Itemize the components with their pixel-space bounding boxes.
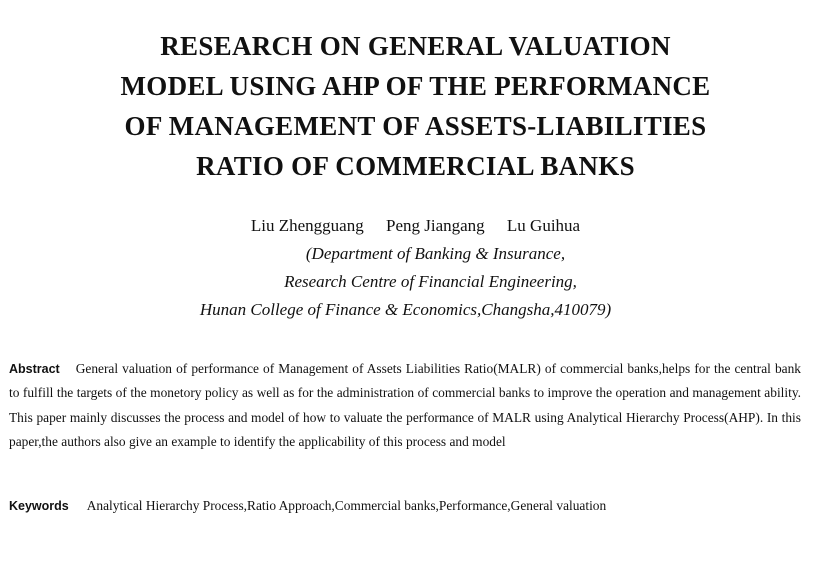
abstract-label: Abstract (9, 362, 60, 376)
keywords-text: Analytical Hierarchy Process,Ratio Approach,Commercial banks,Performance,General valuation (86, 498, 607, 513)
abstract-section (9, 357, 801, 455)
title-line-4: RATIO OF COMMERCIAL BANKS (196, 151, 635, 181)
affiliation-line-3: Hunan College of Finance & Economics,Changsha,410079) (199, 300, 612, 319)
paper-title (0, 26, 831, 186)
author-block (0, 212, 831, 324)
author-names (0, 212, 831, 240)
author-3: Lu Guihua (506, 216, 581, 235)
affiliation-line-1: (Department of Banking & Insurance, (305, 244, 566, 263)
author-2: Peng Jiangang (385, 216, 485, 235)
title-line-2: MODEL USING AHP OF THE PERFORMANCE (120, 71, 711, 101)
keywords-section (9, 494, 809, 518)
abstract-text: General valuation of performance of Management of Assets Liabilities Ratio(MALR) of commercial banks,helps for the central bank to fulfill the targets of the monetory policy as well as for the administration of commercial banks to improve the operation and management ability. This paper mainly discusses the process and model of how to valuate the performance of MALR using Analytical Hierarchy Process(AHP). In this paper,the authors also give an example to identify the applicability of this process and model (9, 361, 801, 450)
title-line-3: OF MANAGEMENT OF ASSETS-LIABILITIES (124, 111, 707, 141)
affiliation-line-2: Research Centre of Financial Engineering, (284, 272, 577, 291)
author-1: Liu Zhengguang (250, 216, 364, 235)
keywords-label: Keywords (9, 499, 69, 513)
title-line-1: RESEARCH ON GENERAL VALUATION (160, 31, 671, 61)
